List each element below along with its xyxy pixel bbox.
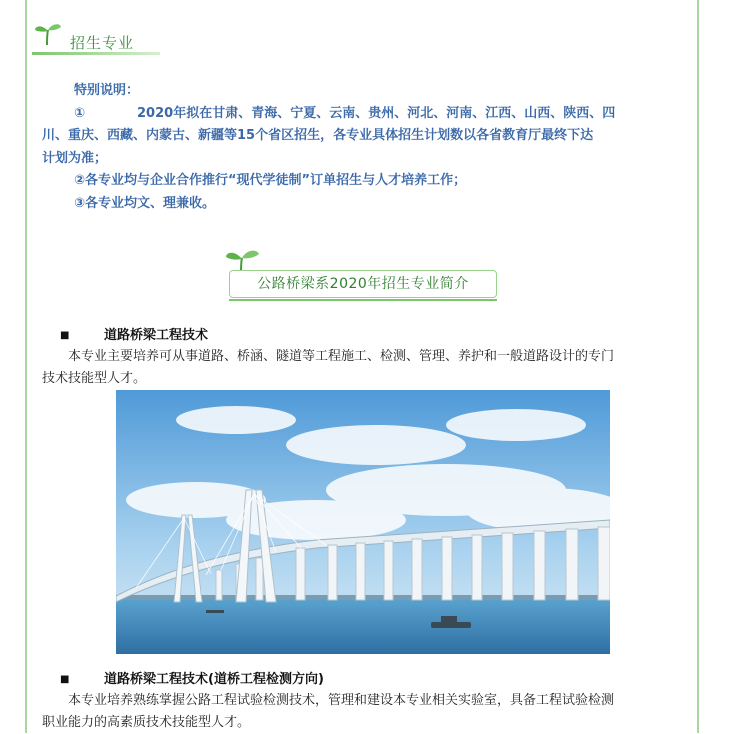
- bullet-icon: ■: [60, 674, 70, 685]
- program-description: [42, 690, 688, 734]
- program-title: [60, 324, 208, 343]
- note-item-1-line3: 计划为准；: [42, 150, 108, 166]
- program-description-line2: 技术技能型人才。: [42, 371, 147, 386]
- program-name: 道路桥梁工程技术: [104, 328, 209, 343]
- note-item-1: [42, 103, 688, 126]
- note-item-1-line1: 2020年拟在甘肃、青海、宁夏、云南、贵州、河北、河南、江西、山西、陕西、四: [137, 105, 616, 121]
- department-title: 公路桥梁系2020年招生专业简介: [229, 270, 497, 298]
- note-item-2: ②各专业均与企业合作推行“现代学徒制”订单招生与人才培养工作；: [74, 173, 467, 188]
- section-title: 招生专业: [70, 34, 135, 52]
- program-name: 道路桥梁工程技术(道桥工程检测方向): [104, 672, 324, 687]
- section-heading: [32, 20, 162, 56]
- note-item-1-marker: ①: [74, 105, 86, 121]
- note-item-3: ③各专业均文、理兼收。: [74, 195, 216, 211]
- department-underline: [229, 299, 497, 301]
- notes-heading: 特别说明：: [74, 83, 140, 98]
- sprout-icon: [34, 22, 62, 46]
- program-description-line2: 职业能力的高素质技术技能型人才。: [42, 715, 251, 730]
- section-underline: [32, 52, 160, 55]
- special-notes: [42, 80, 688, 215]
- bridge-photo: [116, 390, 610, 654]
- department-heading: [224, 248, 499, 304]
- note-item-1-line2: 川、重庆、西藏、内蒙古、新疆等15个省区招生，各专业具体招生计划数以各省教育厅最终下达: [42, 128, 594, 143]
- program-description: [42, 346, 688, 390]
- bullet-icon: ■: [60, 330, 70, 341]
- program-description-line1: 本专业主要培养可从事道路、桥涵、隧道等工程施工、检测、管理、养护和一般道路设计的专门: [68, 349, 615, 364]
- program-description-line1: 本专业培养熟练掌握公路工程试验检测技术，管理和建设本专业相关实验室，具备工程试验检测: [68, 693, 615, 708]
- program-title: [60, 668, 324, 687]
